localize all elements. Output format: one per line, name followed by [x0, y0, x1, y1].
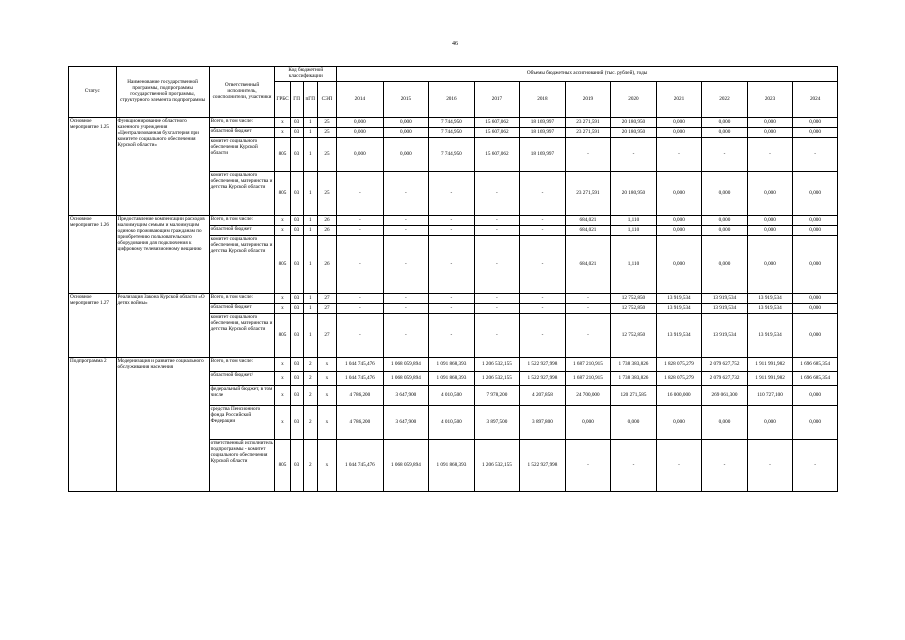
header-year-2024: 2024	[793, 82, 838, 118]
value-cell: 2 079 627,732	[702, 372, 748, 386]
code-cell: 25	[317, 118, 336, 128]
value-cell: -	[520, 226, 566, 236]
executor-cell: ответственный исполнитель подпрограммы - комитет социального обеспечения Курской области	[209, 440, 275, 492]
code-cell: 25	[317, 128, 336, 138]
code-cell: х	[275, 406, 290, 440]
value-cell: 18 169,997	[520, 128, 566, 138]
table-row	[69, 294, 838, 304]
code-cell: х	[275, 226, 290, 236]
value-cell: 0,000	[747, 128, 793, 138]
value-cell: 1 687 210,915	[565, 372, 611, 386]
value-cell: 13 919,534	[747, 294, 793, 304]
value-cell: -	[429, 216, 475, 226]
value-cell: -	[702, 440, 748, 492]
value-cell: -	[474, 172, 520, 216]
value-cell: 4 207,858	[520, 386, 566, 406]
code-cell: 03	[290, 118, 303, 128]
header-year-2023: 2023	[747, 82, 793, 118]
code-cell: 03	[290, 358, 303, 372]
value-cell: 13 919,534	[656, 304, 702, 314]
value-cell: 0,000	[656, 226, 702, 236]
value-cell: 110 727,100	[747, 386, 793, 406]
code-cell: 805	[275, 440, 290, 492]
value-cell: -	[337, 216, 384, 226]
value-cell: 684,021	[565, 226, 611, 236]
code-cell: х	[275, 216, 290, 226]
value-cell: 12 752,850	[611, 314, 657, 358]
code-cell: 2	[303, 386, 317, 406]
value-cell: 0,000	[793, 304, 838, 314]
code-cell: 2	[303, 372, 317, 386]
code-cell: 27	[317, 294, 336, 304]
header-code-4: СЭП	[317, 82, 336, 118]
value-cell: 0,000	[702, 406, 748, 440]
executor-cell: федеральный бюджет, в том числе	[209, 386, 275, 406]
value-cell: 0,000	[793, 172, 838, 216]
value-cell: 0,000	[793, 216, 838, 226]
executor-cell: областной бюджет	[209, 128, 275, 138]
value-cell: 23 271,591	[565, 128, 611, 138]
value-cell: 13 919,534	[656, 294, 702, 304]
code-cell: 03	[290, 138, 303, 172]
code-cell: 03	[290, 440, 303, 492]
value-cell: 18 169,997	[520, 138, 566, 172]
header-code-3: пГП	[303, 82, 317, 118]
value-cell: 3 897,800	[520, 406, 566, 440]
code-cell: 1	[303, 314, 317, 358]
value-cell: 1 687 210,915	[565, 358, 611, 372]
executor-cell: комитет социального обеспечения Курской области	[209, 138, 275, 172]
code-cell: 03	[290, 314, 303, 358]
code-cell: 03	[290, 216, 303, 226]
value-cell: 0,000	[656, 172, 702, 216]
value-cell: 4 786,200	[337, 406, 384, 440]
value-cell: 20 180,950	[611, 172, 657, 216]
group-name: Реализация Закона Курской области «О детях войны»	[116, 294, 209, 358]
value-cell: 0,000	[747, 172, 793, 216]
value-cell: 7 744,950	[429, 118, 475, 128]
value-cell: 1 696 685,354	[793, 372, 838, 386]
value-cell: -	[337, 314, 384, 358]
value-cell: -	[383, 172, 429, 216]
value-cell: 20 180,950	[611, 128, 657, 138]
code-cell: 805	[275, 138, 290, 172]
value-cell: 0,000	[656, 236, 702, 294]
value-cell: -	[565, 314, 611, 358]
code-cell: 03	[290, 386, 303, 406]
value-cell: -	[383, 216, 429, 226]
code-cell: х	[275, 304, 290, 314]
value-cell: 15 607,062	[474, 118, 520, 128]
code-cell: х	[317, 386, 336, 406]
value-cell: -	[702, 138, 748, 172]
value-cell: 0,000	[793, 386, 838, 406]
value-cell: 23 271,591	[565, 172, 611, 216]
value-cell: 0,000	[793, 314, 838, 358]
value-cell: 7 978,200	[474, 386, 520, 406]
code-cell: 1	[303, 172, 317, 216]
value-cell: 0,000	[747, 216, 793, 226]
executor-cell: Всего, в том числе:	[209, 294, 275, 304]
value-cell: 1 911 991,982	[747, 372, 793, 386]
code-cell: 03	[290, 128, 303, 138]
code-cell: х	[317, 358, 336, 372]
value-cell: 0,000	[747, 236, 793, 294]
header-volumes: Объемы бюджетных ассигнований (тыс. рублей), годы	[337, 67, 838, 82]
code-cell: 1	[303, 236, 317, 294]
value-cell: -	[520, 294, 566, 304]
header-year-2021: 2021	[656, 82, 702, 118]
code-cell: х	[317, 406, 336, 440]
value-cell: -	[565, 304, 611, 314]
code-cell: 1	[303, 118, 317, 128]
code-cell: 03	[290, 372, 303, 386]
value-cell: 1 738 383,826	[611, 372, 657, 386]
group-status: Основное мероприятие 1.27	[69, 294, 117, 358]
value-cell: -	[474, 216, 520, 226]
value-cell: 1,110	[611, 226, 657, 236]
value-cell: -	[429, 314, 475, 358]
value-cell: 1 206 532,155	[474, 372, 520, 386]
value-cell: 0,000	[702, 128, 748, 138]
value-cell: 3 897,500	[474, 406, 520, 440]
value-cell: 1 206 532,155	[474, 440, 520, 492]
value-cell: -	[474, 304, 520, 314]
group-status: Подпрограмма 2	[69, 358, 117, 492]
value-cell: 13 919,534	[747, 304, 793, 314]
header-year-2015: 2015	[383, 82, 429, 118]
value-cell: 684,021	[565, 216, 611, 226]
value-cell: 1 091 868,393	[429, 440, 475, 492]
value-cell: -	[383, 304, 429, 314]
value-cell: 12 752,850	[611, 304, 657, 314]
code-cell: 1	[303, 138, 317, 172]
code-cell: 26	[317, 216, 336, 226]
value-cell: -	[793, 440, 838, 492]
value-cell: 24 700,000	[565, 386, 611, 406]
value-cell: 15 607,062	[474, 138, 520, 172]
value-cell: -	[474, 314, 520, 358]
executor-cell: комитет социального обеспечения, материнства и детства Курской области	[209, 314, 275, 358]
header-codes-group: Код бюджетной классификации	[275, 67, 337, 82]
value-cell: -	[429, 236, 475, 294]
value-cell: 0,000	[747, 118, 793, 128]
value-cell: -	[565, 294, 611, 304]
value-cell: 1 091 868,393	[429, 358, 475, 372]
header-year-2016: 2016	[429, 82, 475, 118]
value-cell: 13 919,534	[702, 304, 748, 314]
code-cell: 2	[303, 406, 317, 440]
value-cell: -	[611, 440, 657, 492]
value-cell: 0,000	[702, 216, 748, 226]
value-cell: 13 919,534	[747, 314, 793, 358]
value-cell: 0,000	[337, 128, 384, 138]
value-cell: 0,000	[702, 172, 748, 216]
value-cell: 18 169,997	[520, 118, 566, 128]
executor-cell: комитет социального обеспечения, материнства и детства Курской области	[209, 236, 275, 294]
code-cell: 26	[317, 236, 336, 294]
code-cell: х	[275, 372, 290, 386]
value-cell: 3 647,900	[383, 406, 429, 440]
executor-cell: областной бюджет/	[209, 372, 275, 386]
value-cell: 1 206 532,155	[474, 358, 520, 372]
group-status: Основное мероприятие 1.26	[69, 216, 117, 294]
header-year-2018: 2018	[520, 82, 566, 118]
value-cell: 0,000	[702, 118, 748, 128]
value-cell: -	[337, 172, 384, 216]
value-cell: -	[793, 138, 838, 172]
header-code-1: ГРБС	[275, 82, 290, 118]
value-cell: 1 044 745,476	[337, 358, 384, 372]
value-cell: 1 828 075,279	[656, 358, 702, 372]
code-cell: 805	[275, 314, 290, 358]
value-cell: -	[520, 172, 566, 216]
value-cell: -	[429, 226, 475, 236]
executor-cell: Всего, в том числе:	[209, 358, 275, 372]
value-cell: 4 010,500	[429, 386, 475, 406]
value-cell: -	[429, 172, 475, 216]
value-cell: -	[656, 440, 702, 492]
value-cell: 0,000	[337, 118, 384, 128]
value-cell: 684,021	[565, 236, 611, 294]
value-cell: -	[337, 226, 384, 236]
value-cell: -	[474, 294, 520, 304]
value-cell: 0,000	[383, 118, 429, 128]
code-cell: 805	[275, 236, 290, 294]
group-name: Функционирование областного казенного учреждения «Централизованная бухгалтерия при комитете социального обеспечения Курской области»	[116, 118, 209, 216]
code-cell: 2	[303, 358, 317, 372]
code-cell: 1	[303, 304, 317, 314]
value-cell: 16 000,000	[656, 386, 702, 406]
value-cell: 20 180,950	[611, 118, 657, 128]
value-cell: 0,000	[793, 236, 838, 294]
value-cell: -	[611, 138, 657, 172]
code-cell: 03	[290, 304, 303, 314]
value-cell: 1 828 075,279	[656, 372, 702, 386]
value-cell: 1 091 868,393	[429, 372, 475, 386]
code-cell: 03	[290, 226, 303, 236]
header-year-2017: 2017	[474, 82, 520, 118]
value-cell: 1,110	[611, 236, 657, 294]
code-cell: 27	[317, 304, 336, 314]
group-status: Основное мероприятие 1.25	[69, 118, 117, 216]
value-cell: 7 744,950	[429, 138, 475, 172]
value-cell: -	[520, 314, 566, 358]
code-cell: х	[275, 128, 290, 138]
value-cell: 0,000	[656, 118, 702, 128]
header-year-2022: 2022	[702, 82, 748, 118]
value-cell: -	[429, 294, 475, 304]
code-cell: х	[275, 118, 290, 128]
code-cell: 03	[290, 406, 303, 440]
code-cell: 26	[317, 226, 336, 236]
value-cell: -	[656, 138, 702, 172]
code-cell: х	[317, 372, 336, 386]
value-cell: 12 752,850	[611, 294, 657, 304]
value-cell: -	[337, 304, 384, 314]
code-cell: 1	[303, 216, 317, 226]
table-row	[69, 118, 838, 128]
code-cell: х	[275, 358, 290, 372]
value-cell: 0,000	[656, 406, 702, 440]
value-cell: 1 068 059,894	[383, 440, 429, 492]
value-cell: 1 044 745,476	[337, 372, 384, 386]
value-cell: 15 607,062	[474, 128, 520, 138]
value-cell: 0,000	[793, 226, 838, 236]
executor-cell: областной бюджет	[209, 226, 275, 236]
header-year-2019: 2019	[565, 82, 611, 118]
executor-cell: средства Пенсионного фонда Российской Федерации	[209, 406, 275, 440]
value-cell: -	[383, 226, 429, 236]
value-cell: 1 911 991,982	[747, 358, 793, 372]
value-cell: -	[474, 236, 520, 294]
value-cell: -	[520, 236, 566, 294]
group-name: Предоставление компенсации расходов малоимущим семьям и малоимущим одиноко проживающим гражданам по приобретению пользовательского оборудования для подключения к цифровому телевизионному вещанию	[116, 216, 209, 294]
value-cell: -	[337, 236, 384, 294]
code-cell: 1	[303, 128, 317, 138]
value-cell: -	[383, 314, 429, 358]
executor-cell: Всего, в том числе:	[209, 216, 275, 226]
value-cell: 269 061,300	[702, 386, 748, 406]
value-cell: 23 271,591	[565, 118, 611, 128]
value-cell: -	[565, 440, 611, 492]
value-cell: 0,000	[656, 128, 702, 138]
code-cell: 1	[303, 294, 317, 304]
header-name: Наименование государственной программы, подпрограммы государственной программы, структурного элемента подпрограммы	[116, 67, 209, 118]
code-cell: 2	[303, 440, 317, 492]
value-cell: 1 068 059,894	[383, 372, 429, 386]
value-cell: 1 738 383,826	[611, 358, 657, 372]
value-cell: 0,000	[611, 406, 657, 440]
value-cell: 0,000	[383, 128, 429, 138]
value-cell: 1 696 685,354	[793, 358, 838, 372]
value-cell: 0,000	[793, 294, 838, 304]
value-cell: -	[383, 236, 429, 294]
value-cell: -	[747, 440, 793, 492]
value-cell: 1 522 927,998	[520, 440, 566, 492]
table-row	[69, 358, 838, 372]
value-cell: 0,000	[793, 406, 838, 440]
executor-cell: Всего, в том числе:	[209, 118, 275, 128]
value-cell: 0,000	[565, 406, 611, 440]
header-status: Статус	[69, 67, 117, 118]
value-cell: 0,000	[747, 226, 793, 236]
value-cell: 0,000	[656, 216, 702, 226]
value-cell: 13 919,534	[656, 314, 702, 358]
value-cell: -	[383, 294, 429, 304]
value-cell: 0,000	[747, 406, 793, 440]
executor-cell: комитет социального обеспечения, материнства и детства Курской области	[209, 172, 275, 216]
header-executor: Ответственный исполнитель, соисполнители, участники	[209, 67, 275, 118]
value-cell: -	[520, 216, 566, 226]
value-cell: 13 919,534	[702, 314, 748, 358]
code-cell: х	[317, 440, 336, 492]
value-cell: 0,000	[383, 138, 429, 172]
value-cell: 4 010,500	[429, 406, 475, 440]
value-cell: 0,000	[337, 138, 384, 172]
value-cell: 13 919,534	[702, 294, 748, 304]
value-cell: 3 647,900	[383, 386, 429, 406]
header-year-2014: 2014	[337, 82, 384, 118]
value-cell: 1,110	[611, 216, 657, 226]
page-number: 46	[452, 41, 458, 47]
value-cell: 0,000	[793, 128, 838, 138]
code-cell: 1	[303, 226, 317, 236]
header-code-2: ГП	[290, 82, 303, 118]
code-cell: 03	[290, 294, 303, 304]
value-cell: -	[429, 304, 475, 314]
value-cell: 0,000	[793, 118, 838, 128]
value-cell: -	[337, 294, 384, 304]
value-cell: 120 271,585	[611, 386, 657, 406]
executor-cell: областной бюджет	[209, 304, 275, 314]
budget-table	[68, 66, 838, 492]
code-cell: 25	[317, 138, 336, 172]
value-cell: 1 522 927,998	[520, 372, 566, 386]
value-cell: 0,000	[702, 226, 748, 236]
code-cell: 03	[290, 236, 303, 294]
value-cell: 2 079 627,752	[702, 358, 748, 372]
value-cell: 4 786,200	[337, 386, 384, 406]
value-cell: 1 068 059,894	[383, 358, 429, 372]
value-cell: 0,000	[702, 236, 748, 294]
value-cell: 7 744,950	[429, 128, 475, 138]
value-cell: 1 522 927,998	[520, 358, 566, 372]
value-cell: -	[747, 138, 793, 172]
code-cell: 27	[317, 314, 336, 358]
code-cell: х	[275, 386, 290, 406]
code-cell: 03	[290, 172, 303, 216]
code-cell: х	[275, 294, 290, 304]
code-cell: 805	[275, 172, 290, 216]
table-row	[69, 216, 838, 226]
group-name: Модернизация и развитие социального обслуживания населения	[116, 358, 209, 492]
value-cell: -	[474, 226, 520, 236]
value-cell: 1 044 745,476	[337, 440, 384, 492]
value-cell: -	[565, 138, 611, 172]
code-cell: 25	[317, 172, 336, 216]
value-cell: -	[520, 304, 566, 314]
header-year-2020: 2020	[611, 82, 657, 118]
